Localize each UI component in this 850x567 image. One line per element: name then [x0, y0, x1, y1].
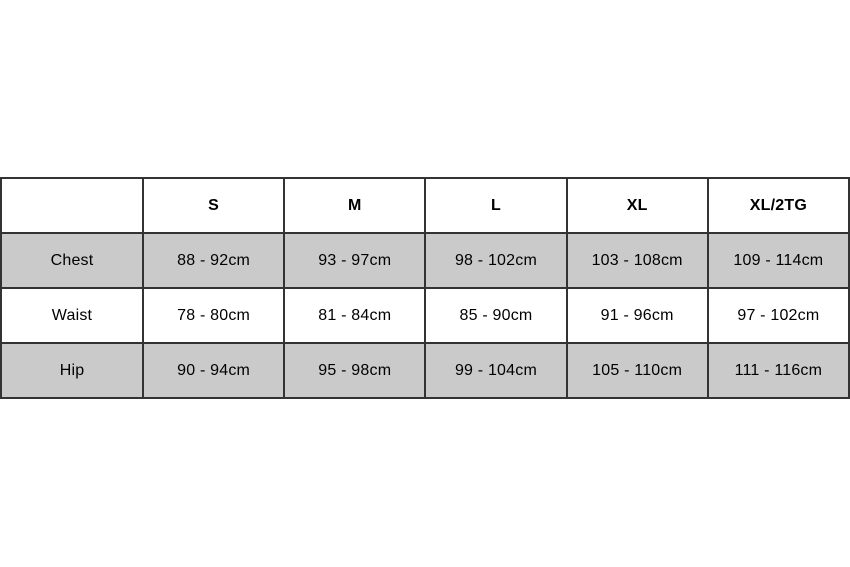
header-cell-s: S [143, 178, 284, 233]
row-chest [1, 233, 849, 288]
cell-chest-s: 88 - 92cm [143, 233, 284, 288]
cell-hip-s: 90 - 94cm [143, 343, 284, 398]
row-hip [1, 343, 849, 398]
row-label-chest: Chest [1, 233, 143, 288]
cell-hip-m: 95 - 98cm [284, 343, 425, 398]
cell-chest-l: 98 - 102cm [425, 233, 566, 288]
cell-waist-l: 85 - 90cm [425, 288, 566, 343]
cell-chest-xl: 103 - 108cm [567, 233, 708, 288]
header-cell-xl2tg: XL/2TG [708, 178, 849, 233]
cell-waist-s: 78 - 80cm [143, 288, 284, 343]
cell-hip-l: 99 - 104cm [425, 343, 566, 398]
header-cell-xl: XL [567, 178, 708, 233]
header-cell-blank [1, 178, 143, 233]
header-row [1, 178, 849, 233]
header-cell-l: L [425, 178, 566, 233]
row-label-waist: Waist [1, 288, 143, 343]
cell-hip-xl: 105 - 110cm [567, 343, 708, 398]
row-waist [1, 288, 849, 343]
cell-chest-m: 93 - 97cm [284, 233, 425, 288]
header-cell-m: M [284, 178, 425, 233]
size-chart-table [0, 177, 850, 399]
cell-hip-xl2tg: 111 - 116cm [708, 343, 849, 398]
row-label-hip: Hip [1, 343, 143, 398]
cell-waist-m: 81 - 84cm [284, 288, 425, 343]
cell-waist-xl2tg: 97 - 102cm [708, 288, 849, 343]
size-chart-container [0, 177, 850, 399]
cell-chest-xl2tg: 109 - 114cm [708, 233, 849, 288]
cell-waist-xl: 91 - 96cm [567, 288, 708, 343]
